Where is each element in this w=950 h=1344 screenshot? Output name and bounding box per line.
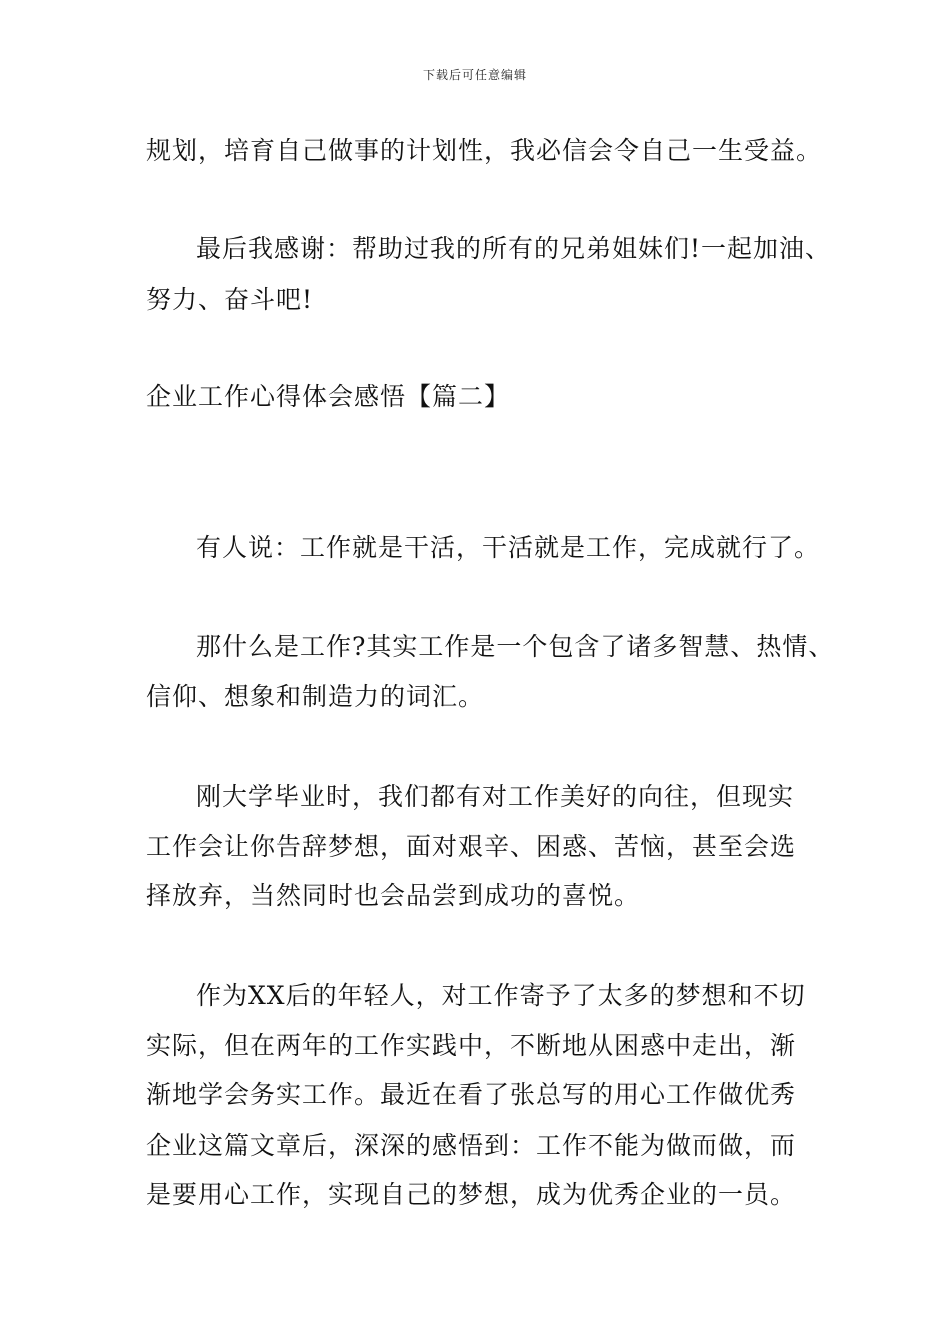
page-header: 下载后可任意编辑 <box>422 68 527 82</box>
paragraph-line: 工作会让你告辞梦想，面对艰辛、困惑、苦恼，甚至会选 <box>146 832 797 861</box>
paragraph-line: 作为XX后的年轻人，对工作寄予了太多的梦想和不切 <box>196 981 806 1010</box>
paragraph-line: 刚大学毕业时，我们都有对工作美好的向往，但现实 <box>196 782 795 811</box>
paragraph-line: 信仰、想象和制造力的词汇。 <box>146 682 485 711</box>
paragraph-line: 努力、奋斗吧! <box>146 285 314 314</box>
paragraph-line: 企业这篇文章后，深深的感悟到：工作不能为做而做，而 <box>146 1131 797 1160</box>
paragraph-line: 实际，但在两年的工作实践中，不断地从困惑中走出，渐 <box>146 1031 797 1060</box>
paragraph-line: 规划，培育自己做事的计划性，我必信会令自己一生受益。 <box>146 136 823 165</box>
paragraph-line: 有人说：工作就是干活，干活就是工作，完成就行了。 <box>196 533 821 562</box>
section-heading: 企业工作心得体会感悟【篇二】 <box>146 382 511 411</box>
paragraph-line: 是要用心工作，实现自己的梦想，成为优秀企业的一员。 <box>146 1180 797 1209</box>
paragraph-line: 那什么是工作?其实工作是一个包含了诸多智慧、热情、 <box>196 632 835 661</box>
paragraph-line: 渐地学会务实工作。最近在看了张总写的用心工作做优秀 <box>146 1080 797 1109</box>
paragraph-line: 最后我感谢：帮助过我的所有的兄弟姐妹们!一起加油、 <box>196 234 832 263</box>
paragraph-line: 择放弃，当然同时也会品尝到成功的喜悦。 <box>146 881 641 910</box>
